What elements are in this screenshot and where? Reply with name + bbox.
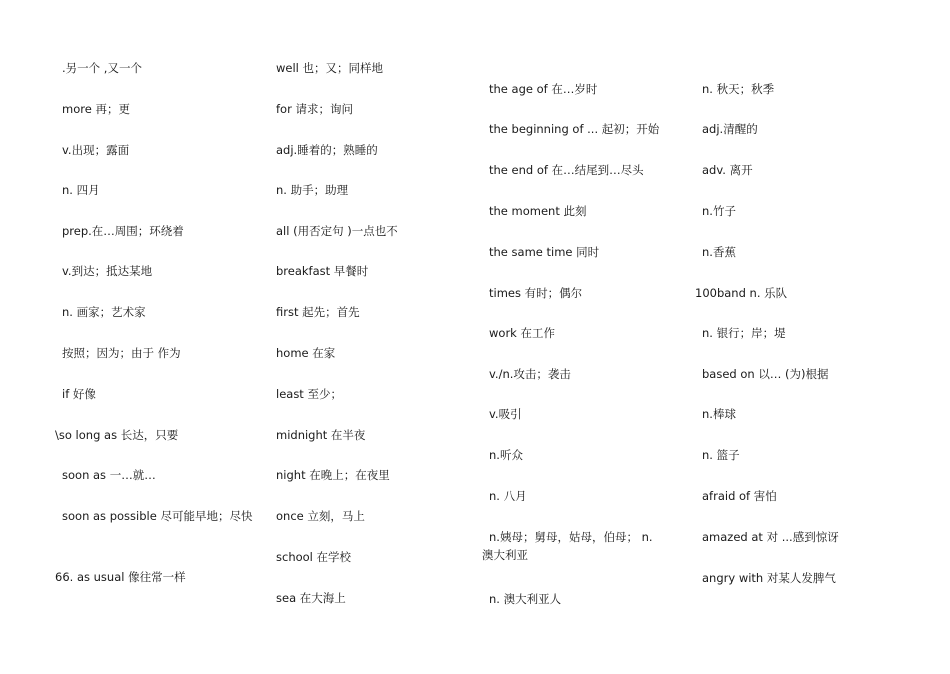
list-item: the same time 同时 [489,245,600,259]
list-item: n.听众 [489,448,523,462]
list-item: n. 助手；助理 [276,183,349,197]
list-item: for 请求；询问 [276,102,353,116]
list-item: 66. as usual 像往常一样 [55,570,186,584]
list-item: n.姨母；舅母，姑母，伯母； n. [489,530,653,544]
list-item: adj.清醒的 [702,122,758,136]
list-item: n. 秋天；秋季 [702,82,775,96]
list-item: based on 以… (为)根据 [702,367,829,381]
list-item: \so long as 长达，只要 [55,428,179,442]
list-item: the age of 在…岁时 [489,82,598,96]
list-item: angry with 对某人发脾气 [702,571,836,585]
list-item: n. 画家；艺术家 [62,305,146,319]
list-item: soon as possible 尽可能早地；尽快 [62,509,253,523]
list-item: amazed at 对 ...感到惊讶 [702,530,839,544]
list-item: adj.睡着的；熟睡的 [276,143,378,157]
list-item: work 在工作 [489,326,555,340]
list-item: n. 澳大利亚人 [489,592,562,606]
list-item: n.香蕉 [702,245,736,259]
list-item: the end of 在…结尾到…尽头 [489,163,644,177]
list-item: if 好像 [62,387,96,401]
list-item: once 立刻，马上 [276,509,365,523]
list-item: times 有时；偶尔 [489,286,583,300]
list-item: v.出现；露面 [62,143,130,157]
list-item: v./n.攻击；袭击 [489,367,571,381]
list-item: midnight 在半夜 [276,428,366,442]
list-item: well 也；又；同样地 [276,61,384,75]
list-item: sea 在大海上 [276,591,346,605]
list-item: night 在晚上；在夜里 [276,468,390,482]
list-item: 100band n. 乐队 [695,286,788,300]
list-item: the moment 此刻 [489,204,587,218]
list-item: 按照；因为；由于 作为 [62,346,181,360]
list-item: breakfast 早餐时 [276,264,369,278]
list-item: soon as 一…就… [62,468,156,482]
list-item: n.棒球 [702,407,736,421]
list-item: all (用否定句 )一点也不 [276,224,398,238]
list-item: home 在家 [276,346,336,360]
list-item: least 至少； [276,387,342,401]
list-item: n. 银行；岸；堤 [702,326,786,340]
list-item: v.吸引 [489,407,522,421]
list-item: more 再；更 [62,102,130,116]
list-item: the beginning of ... 起初；开始 [489,122,660,136]
list-item: v.到达；抵达某地 [62,264,153,278]
list-item: n. 八月 [489,489,527,503]
list-item: n.竹子 [702,204,736,218]
list-item: n. 四月 [62,183,100,197]
list-item: afraid of 害怕 [702,489,777,503]
list-item: first 起先；首先 [276,305,360,319]
list-item: prep.在…周围；环绕着 [62,224,184,238]
list-item: .另一个 ,又一个 [62,61,142,75]
list-item: adv. 离开 [702,163,753,177]
list-item: school 在学校 [276,550,352,564]
list-item: 澳大利亚 [482,548,528,562]
list-item: n. 篮子 [702,448,740,462]
